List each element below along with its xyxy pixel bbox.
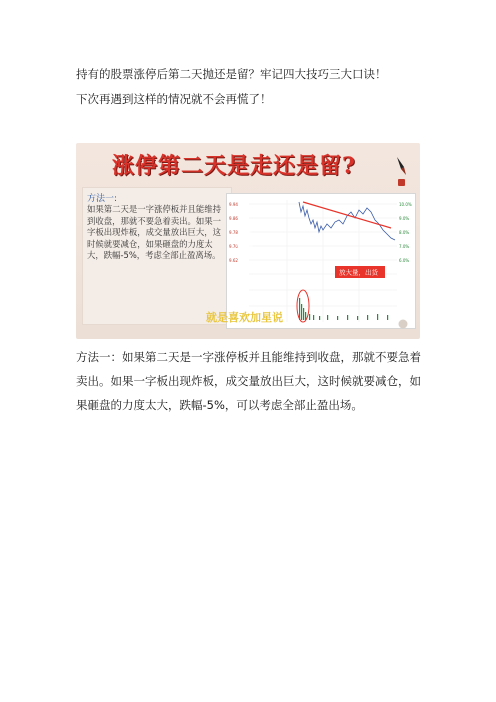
figure-title: 涨停第二天是走还是留? xyxy=(112,153,356,179)
watermark-text: 就是喜欢加星说 xyxy=(206,311,283,324)
intro-line-2: 下次再遇到这样的情况就不会再慌了！ xyxy=(76,92,272,106)
chart-annotation: 放大量，出货 xyxy=(339,268,378,277)
svg-text:7.0%: 7.0% xyxy=(399,244,410,249)
svg-text:9.78: 9.78 xyxy=(229,230,238,235)
expand-icon xyxy=(398,319,408,329)
brush-pen-icon xyxy=(394,155,408,177)
method-title: 方法一: xyxy=(87,194,118,204)
svg-text:9.94: 9.94 xyxy=(229,202,238,207)
svg-text:9.70: 9.70 xyxy=(229,244,238,249)
stock-tip-image xyxy=(76,143,420,339)
svg-text:10.0%: 10.0% xyxy=(399,202,412,207)
red-seal-icon xyxy=(398,179,405,186)
svg-text:6.0%: 6.0% xyxy=(399,258,410,263)
svg-text:9.62: 9.62 xyxy=(229,258,238,263)
svg-text:9.86: 9.86 xyxy=(229,216,238,221)
play-icon[interactable] xyxy=(234,229,256,251)
body-paragraph: 方法一：如果第二天是一字涨停板并且能维持到收盘，那就不要急着卖出。如果一字板出现炸板，成交量放出巨大，这时候就要减仓，如果砸盘的力度太大，跌幅-5%，可以考虑全部止盈出场。 xyxy=(76,350,421,412)
intro-line-1: 持有的股票涨停后第二天抛还是留？牢记四大技巧三大口诀！ xyxy=(76,67,387,81)
svg-text:9.0%: 9.0% xyxy=(399,216,410,221)
method-body: 如果第二天是一字涨停板并且能维持到收盘，那就不要急着卖出。如果一字板出现炸板，成交量放出巨大，这时候就要减仓，如果砸盘的力度太大，跌幅-5%，考虑全部止盈离场。 xyxy=(87,204,221,261)
method-panel xyxy=(82,187,232,325)
svg-text:8.0%: 8.0% xyxy=(399,230,410,235)
